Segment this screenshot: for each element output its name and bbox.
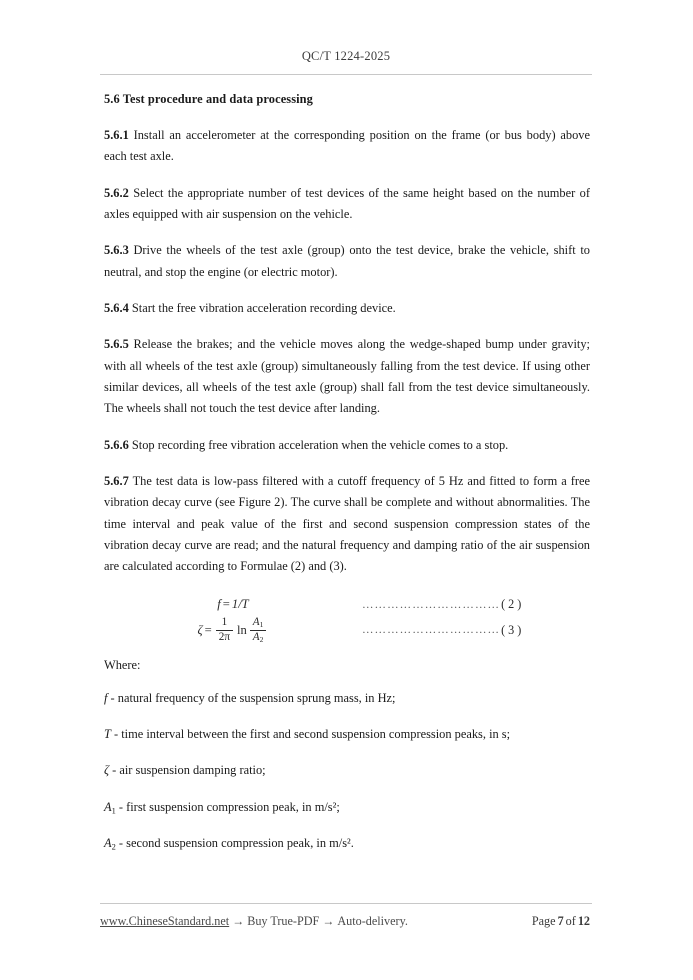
paragraph-text: Stop recording free vibration acceleration when the vehicle comes to a stop. [128, 437, 509, 452]
definition-text: - air suspension damping ratio; [109, 763, 266, 778]
numerator-symbol: A [252, 615, 260, 628]
paragraph-5-6-5 [104, 334, 590, 419]
arrow-right-icon: → [322, 914, 335, 928]
current-page-number: 7 [557, 914, 564, 928]
paragraph-text: Select the appropriate number of test devices of the same height based on the number of axles equipped with air suspension on the vehicle. [104, 185, 590, 221]
definition-symbol: f [104, 690, 108, 705]
definition-symbol: A [104, 836, 112, 851]
definition-symbol: A [104, 799, 112, 814]
definition-f [104, 688, 590, 709]
document-body [104, 92, 590, 869]
fraction-denominator [250, 630, 267, 644]
definition-a2 [104, 833, 590, 854]
definition-text: - natural frequency of the suspension sprung mass, in Hz; [107, 690, 396, 705]
paragraph-5-6-7 [104, 471, 590, 578]
definition-text: - first suspension compression peak, in m/s²; [115, 799, 340, 814]
definition-symbol: ζ [104, 763, 110, 778]
formula-2-rhs: 1/T [231, 597, 249, 612]
formula-3-fraction-a1-over-a2 [250, 617, 267, 644]
paragraph-5-6-4 [104, 298, 590, 319]
page-label: Page [531, 914, 556, 928]
of-label: of [565, 914, 576, 928]
footer-left-group [100, 914, 408, 929]
definition-zeta [104, 760, 590, 781]
paragraph-5-6-1 [104, 125, 590, 168]
formula-3-equals: = [204, 622, 212, 637]
numerator-subscript: 1 [259, 619, 264, 629]
formula-2-equals: = [222, 597, 230, 612]
dot-leader: …………………………… [362, 624, 501, 637]
section-heading: 5.6 Test procedure and data processing [104, 92, 313, 106]
denominator-symbol: A [252, 630, 260, 643]
formula-row-2 [104, 595, 590, 615]
formula-2-number: ( 2 ) [501, 597, 522, 612]
arrow-right-icon: → [232, 914, 245, 928]
formula-3-number: ( 3 ) [501, 622, 522, 637]
paragraph-number: 5.6.7 [104, 473, 129, 488]
paragraph-text: Start the free vibration acceleration recording device. [128, 300, 396, 315]
paragraph-text: Release the brakes; and the vehicle moves along the wedge-shaped bump under gravity; with all wheels of the test axle (group) simultaneously falling from the test device. If using other similar devices, all wheels of the test axle (group) shall fall from the test device simultaneously. The wheels shall not touch the test device after landing. [104, 337, 590, 416]
definition-symbol-subscript: 1 [111, 805, 116, 816]
denominator-subscript: 2 [259, 634, 264, 644]
formula-3-lhs: ζ [197, 622, 203, 637]
definition-text: - second suspension compression peak, in m/s². [115, 836, 354, 851]
paragraph-number: 5.6.2 [104, 185, 129, 200]
paragraph-number: 5.6.5 [104, 337, 129, 352]
paragraph-number: 5.6.6 [104, 437, 129, 452]
paragraph-5-6-3 [104, 240, 590, 283]
paragraph-number: 5.6.4 [104, 300, 129, 315]
website-link[interactable]: www.ChineseStandard.net [100, 914, 230, 928]
delivery-label: Auto-delivery. [337, 914, 408, 928]
definition-a1 [104, 797, 590, 818]
formula-block [104, 595, 590, 644]
paragraph-number: 5.6.1 [104, 128, 129, 142]
formula-3-fraction-one-over-two-pi [216, 617, 233, 644]
formula-row-3 [104, 617, 590, 644]
paragraph-number: 5.6.3 [104, 243, 129, 258]
footer-divider [100, 903, 592, 904]
paragraph-text: The test data is low-pass filtered with a cutoff frequency of 5 Hz and fitted to form a free vibration decay curve (see Figure 2). The curve shall be complete and without abnormalities. The time interval and peak value of the first and second suspension compression states of the vibration decay curve are read; and the natural frequency and damping ratio of the air suspension are calculated according to Formulae (2) and (3). [104, 473, 590, 574]
formula-3-tail [362, 623, 590, 638]
paragraph-text: Install an accelerometer at the corresponding position on the frame (or bus body) above each test axle. [104, 128, 590, 164]
natural-log-operator: ln [237, 622, 247, 637]
page-header [100, 47, 592, 65]
total-page-count: 12 [577, 914, 590, 928]
dot-leader: …………………………… [362, 598, 501, 611]
definition-t [104, 724, 590, 745]
formula-2-tail [362, 597, 590, 612]
fraction-numerator: 1 [221, 615, 228, 628]
definition-text: - time interval between the first and second suspension compression peaks, in s; [110, 727, 511, 742]
definition-symbol-subscript: 2 [111, 841, 116, 852]
paragraph-text: Drive the wheels of the test axle (group) onto the test device, brake the vehicle, shift to neutral, and stop the engine (or electric motor). [104, 243, 590, 279]
paragraph-5-6-2 [104, 183, 590, 226]
formula-3-expression [104, 617, 362, 644]
where-label: Where: [104, 657, 141, 672]
definition-symbol: T [104, 727, 111, 742]
buy-label: Buy True-PDF [247, 914, 320, 928]
fraction-numerator [250, 617, 267, 630]
page-footer [100, 914, 592, 929]
formula-2-expression [104, 595, 362, 615]
header-divider [100, 74, 592, 75]
page-indicator [532, 914, 592, 929]
formula-2-lhs: f [217, 597, 221, 612]
fraction-denominator: 2π [216, 630, 233, 644]
paragraph-5-6-6 [104, 435, 590, 456]
standard-number-title: QC/T 1224-2025 [301, 49, 391, 63]
